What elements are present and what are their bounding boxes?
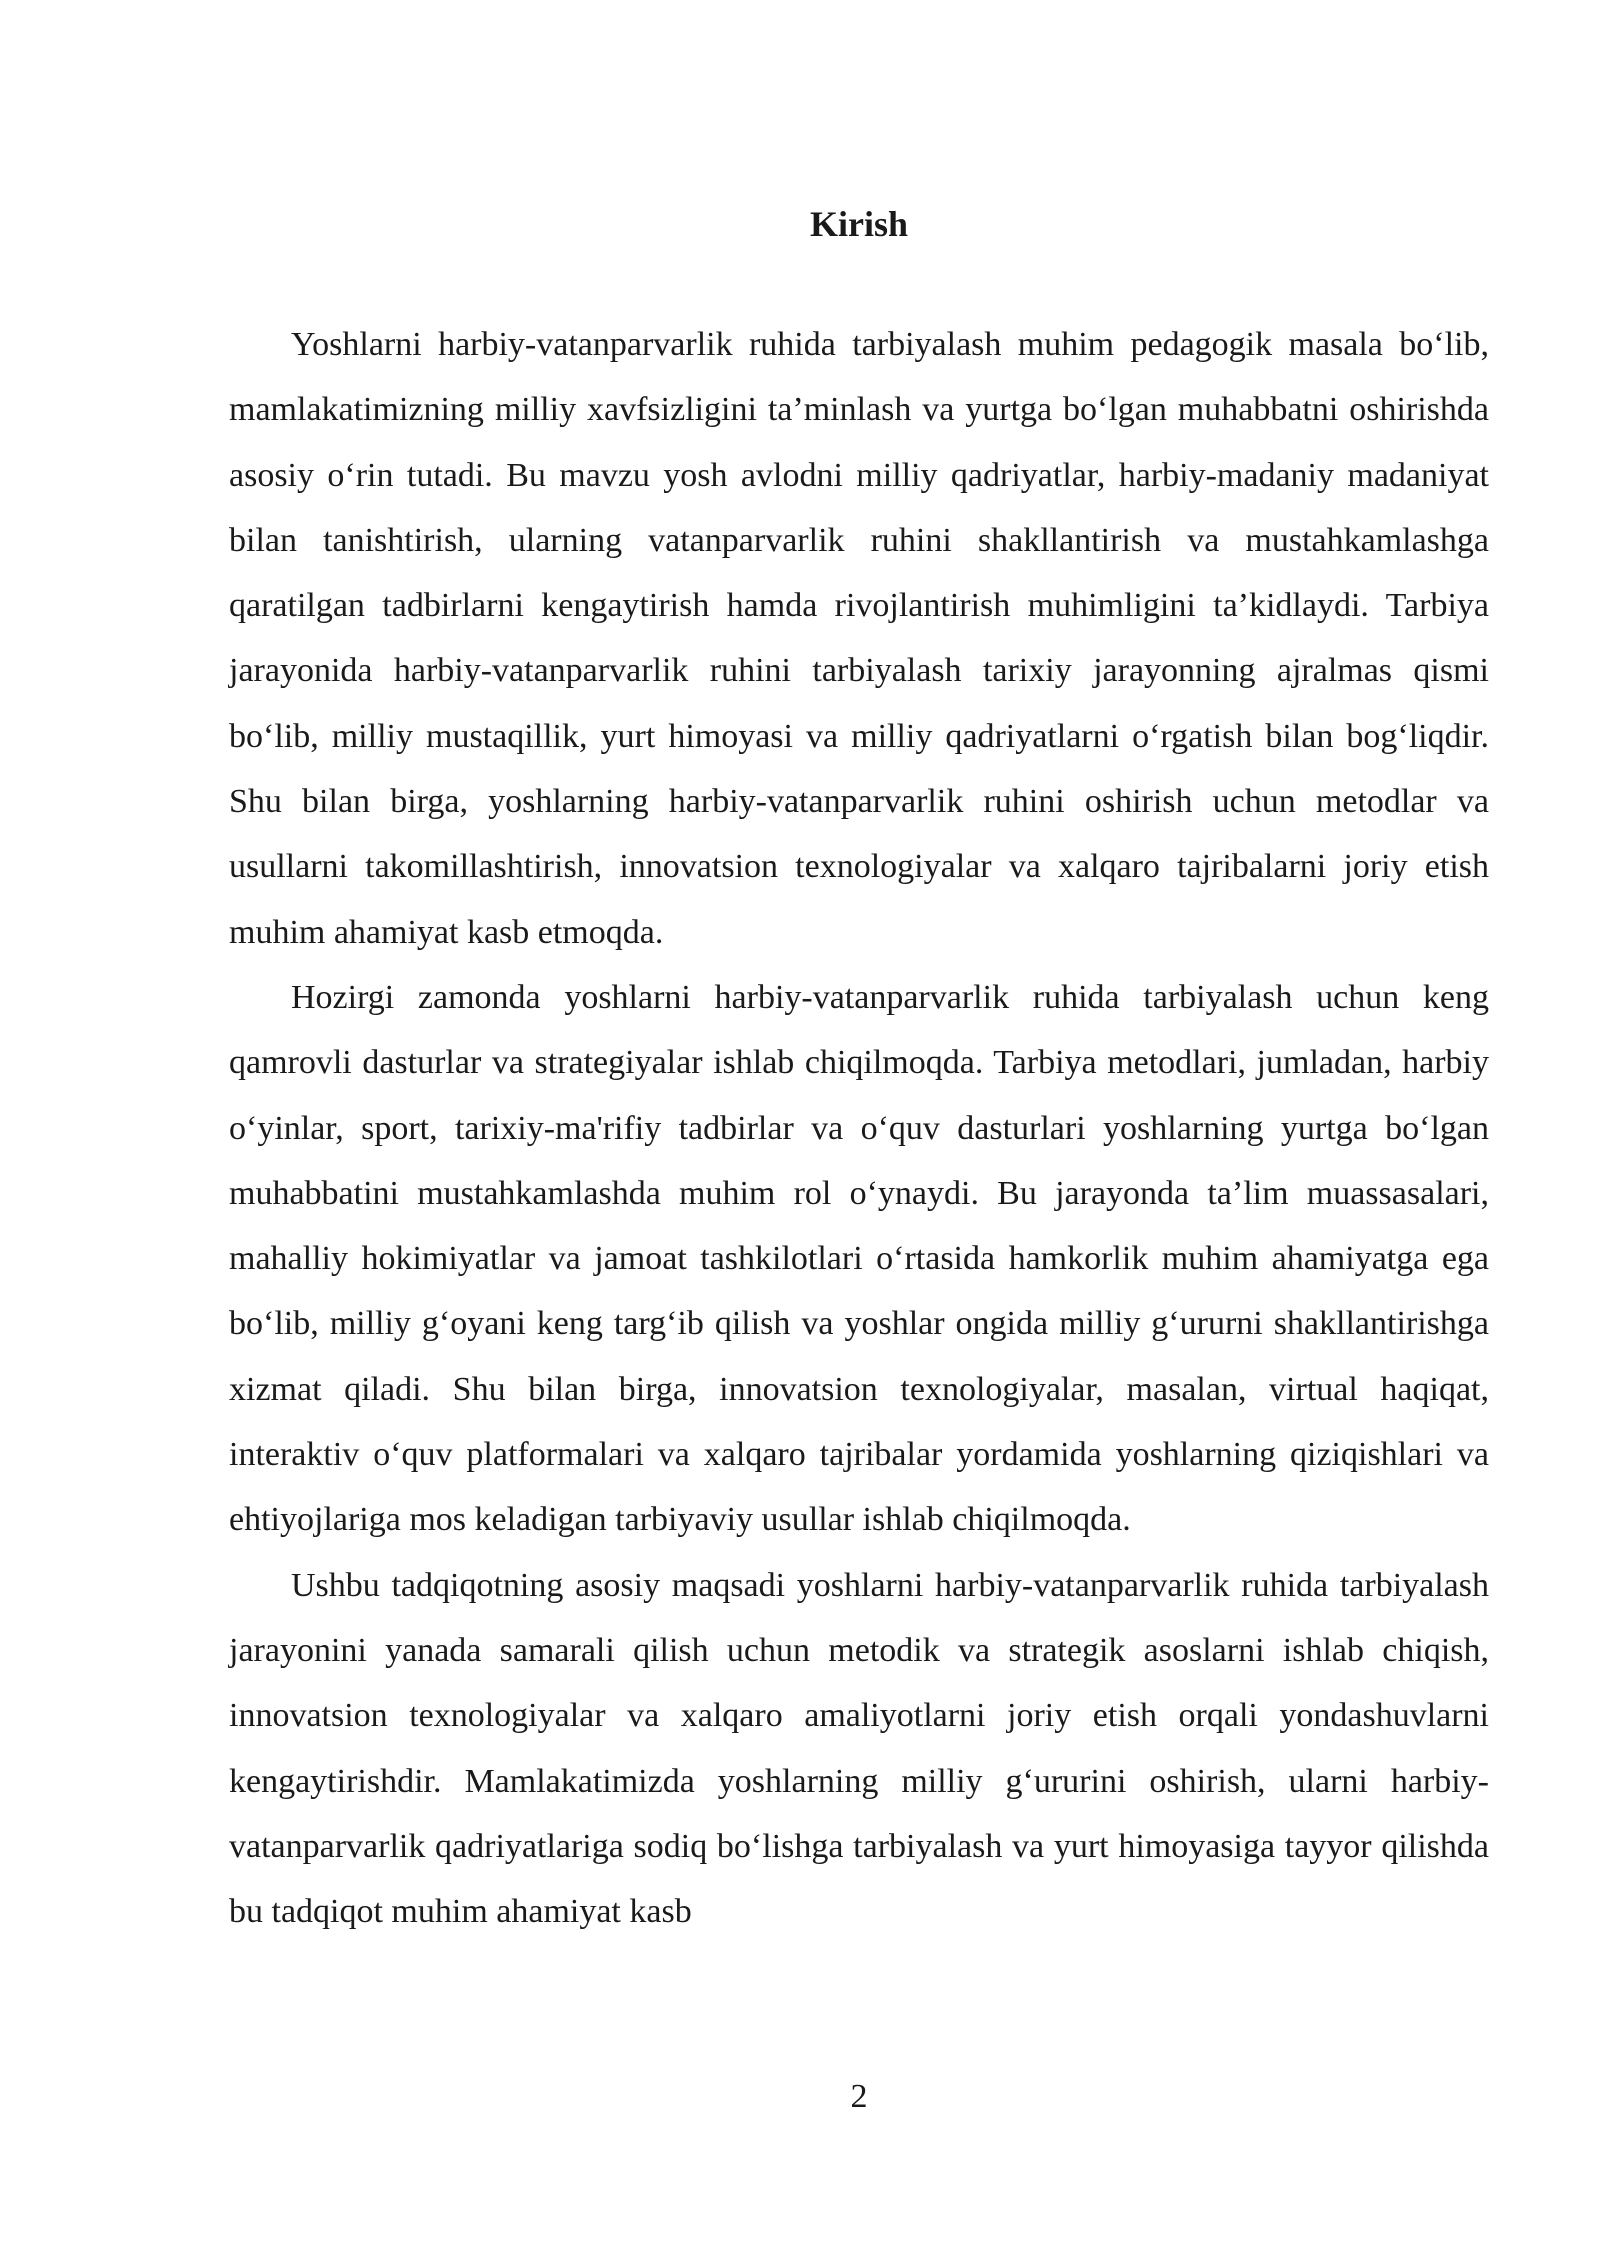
page-number: 2 bbox=[850, 2078, 868, 2115]
paragraph-1: Yoshlarni harbiy-vatanparvarlik ruhida tarbiyalash muhim pedagogik masala bo‘lib, mamlakatimizning milliy xavfsizligini ta’minlash va yurtga bo‘lgan muhabbatni oshirishda asosiy o‘rin tutadi. Bu mavzu yosh avlodni milliy qadriyatlar, harbiy-madaniy madaniyat bilan tanishtirish, ularning vatanparvarlik ruhini shakllantirish va mustahkamlashga qaratilgan tadbirlarni kengaytirish hamda rivojlantirish muhimligini ta’kidlaydi. Tarbiya jarayonida harbiy-vatanparvarlik ruhini tarbiyalash tarixiy jarayonning ajralmas qismi bo‘lib, milliy mustaqillik, yurt himoyasi va milliy qadriyatlarni o‘rgatish bilan bog‘liqdir. Shu bilan birga, yoshlarning harbiy-vatanparvarlik ruhini oshirish uchun metodlar va usullarni takomillashtirish, innovatsion texnologiyalar va xalqaro tajribalarni joriy etish muhim ahamiyat kasb etmoqda. bbox=[229, 326, 1489, 951]
document-body bbox=[229, 312, 1489, 1944]
page-title: Kirish bbox=[809, 204, 908, 244]
paragraph-2: Hozirgi zamonda yoshlarni harbiy-vatanparvarlik ruhida tarbiyalash uchun keng qamrovli dasturlar va strategiyalar ishlab chiqilmoqda. Tarbiya metodlari, jumladan, harbiy o‘yinlar, sport, tarixiy-ma'rifiy tadbirlar va o‘quv dasturlari yoshlarning yurtga bo‘lgan muhabbatini mustahkamlashda muhim rol o‘ynaydi. Bu jarayonda ta’lim muassasalari, mahalliy hokimiyatlar va jamoat tashkilotlari o‘rtasida hamkorlik muhim ahamiyatga ega bo‘lib, milliy g‘oyani keng targ‘ib qilish va yoshlar ongida milliy g‘ururni shakllantirishga xizmat qiladi. Shu bilan birga, innovatsion texnologiyalar, masalan, virtual haqiqat, interaktiv o‘quv platformalari va xalqaro tajribalar yordamida yoshlarning qiziqishlari va ehtiyojlariga mos keladigan tarbiyaviy usullar ishlab chiqilmoqda. bbox=[229, 978, 1489, 1539]
paragraph-3: Ushbu tadqiqotning asosiy maqsadi yoshlarni harbiy-vatanparvarlik ruhida tarbiyalash jarayonini yanada samarali qilish uchun metodik va strategik asoslarni ishlab chiqish, innovatsion texnologiyalar va xalqaro amaliyotlarni joriy etish orqali yondashuvlarni kengaytirishdir. Mamlakatimizda yoshlarning milliy g‘ururini oshirish, ularni harbiy-vatanparvarlik qadriyatlariga sodiq bo‘lishga tarbiyalash va yurt himoyasiga tayyor qilishda bu tadqiqot muhim ahamiyat kasb bbox=[229, 1566, 1489, 1931]
